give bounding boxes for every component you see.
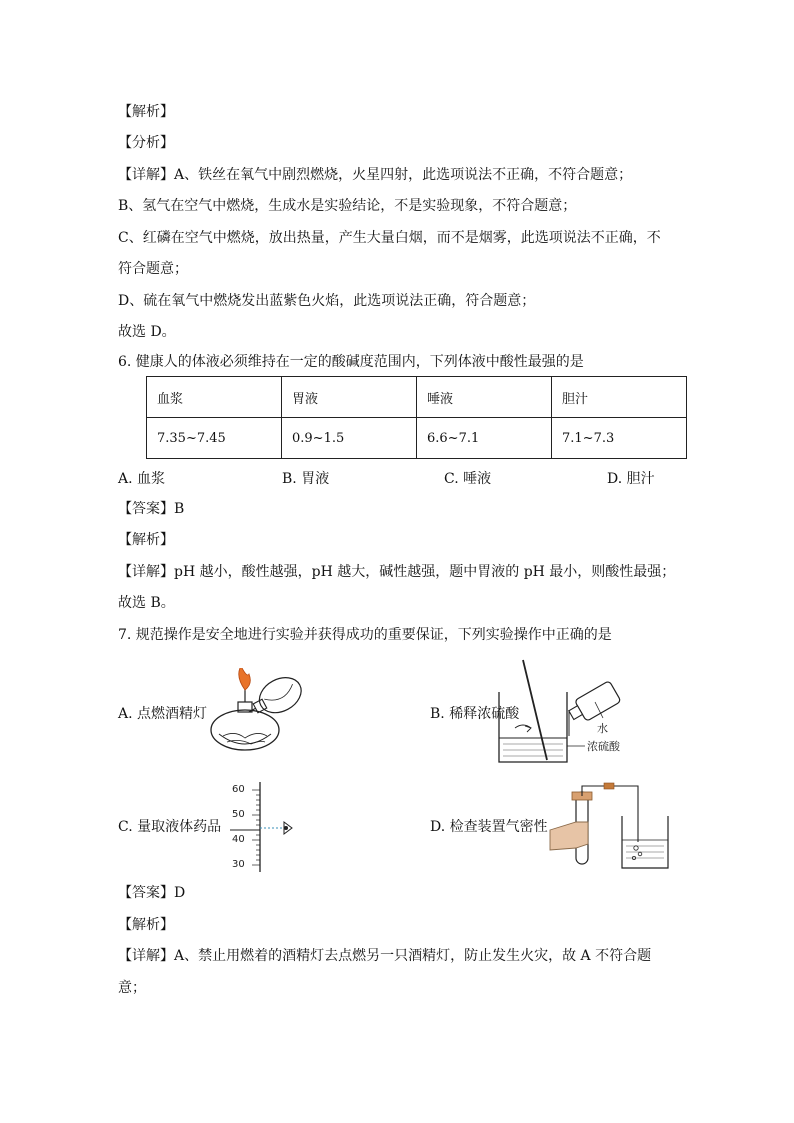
detail-line: B、氢气在空气中燃烧，生成水是实验结论，不是实验现象，不符合题意； <box>118 198 577 214</box>
q6-option-d: D. 胆汁 <box>607 471 655 487</box>
question-7: 7. 规范操作是安全地进行实验并获得成功的重要保证，下列实验操作中正确的是 <box>118 627 612 643</box>
table-row <box>147 377 687 418</box>
table-cell: 6.6~7.1 <box>417 418 552 459</box>
cylinder-illustration <box>226 780 306 876</box>
alcohol-lamp-illustration <box>205 668 310 758</box>
tick-label: 30 <box>232 859 245 870</box>
table-cell: 7.1~7.3 <box>552 418 687 459</box>
q7-option-c: C. 量取液体药品 <box>118 819 222 835</box>
table-cell: 0.9~1.5 <box>282 418 417 459</box>
detail-line: D、硫在氧气中燃烧发出蓝紫色火焰，此选项说法正确，符合题意； <box>118 293 536 309</box>
table-cell: 胆汁 <box>552 377 687 418</box>
detail-line: C、红磷在空气中燃烧，放出热量，产生大量白烟，而不是烟雾，此选项说法不正确，不 <box>118 230 661 246</box>
table-cell: 7.35~7.45 <box>147 418 282 459</box>
airtightness-illustration <box>548 778 673 873</box>
q7-option-d: D. 检查装置气密性 <box>430 819 548 835</box>
detail-line: 【详解】A、铁丝在氧气中剧烈燃烧，火星四射，此选项说法不正确，不符合题意； <box>118 167 633 183</box>
q7-option-b: B. 稀释浓硫酸 <box>430 706 520 722</box>
tick-label: 40 <box>232 834 245 845</box>
q6-analysis-heading: 【解析】 <box>118 532 174 548</box>
q7-option-a: A. 点燃酒精灯 <box>118 706 208 722</box>
q7-detail: 【详解】A、禁止用燃着的酒精灯去点燃另一只酒精灯，防止发生火灾，故 A 不符合题 <box>118 948 652 964</box>
q6-conclusion: 故选 B。 <box>118 595 175 611</box>
q6-option-a: A. 血浆 <box>118 471 166 487</box>
detail-line: 符合题意； <box>118 261 188 277</box>
tick-label: 50 <box>232 809 245 820</box>
table-row <box>147 418 687 459</box>
q7-analysis-heading: 【解析】 <box>118 917 174 933</box>
dilution-illustration <box>495 658 635 768</box>
ph-table <box>146 376 687 459</box>
tick-label: 60 <box>232 784 245 795</box>
table-cell: 血浆 <box>147 377 282 418</box>
q7-detail-cont: 意； <box>118 980 146 996</box>
q7-answer: 【答案】D <box>118 885 186 901</box>
q6-detail: 【详解】pH 越小，酸性越强，pH 越大，碱性越强，题中胃液的 pH 最小，则酸性最强； <box>118 564 676 580</box>
analysis-heading: 【解析】 <box>118 104 174 120</box>
question-6: 6. 健康人的体液必须维持在一定的酸碱度范围内，下列体液中酸性最强的是 <box>118 354 584 370</box>
q6-option-b: B. 胃液 <box>282 471 330 487</box>
conclusion-line: 故选 D。 <box>118 324 176 340</box>
table-cell: 胃液 <box>282 377 417 418</box>
water-label: 水 <box>597 722 608 735</box>
fenxi-heading: 【分析】 <box>118 135 174 151</box>
table-cell: 唾液 <box>417 377 552 418</box>
q6-option-c: C. 唾液 <box>444 471 492 487</box>
acid-label: 浓硫酸 <box>587 740 620 753</box>
q6-answer: 【答案】B <box>118 501 185 517</box>
